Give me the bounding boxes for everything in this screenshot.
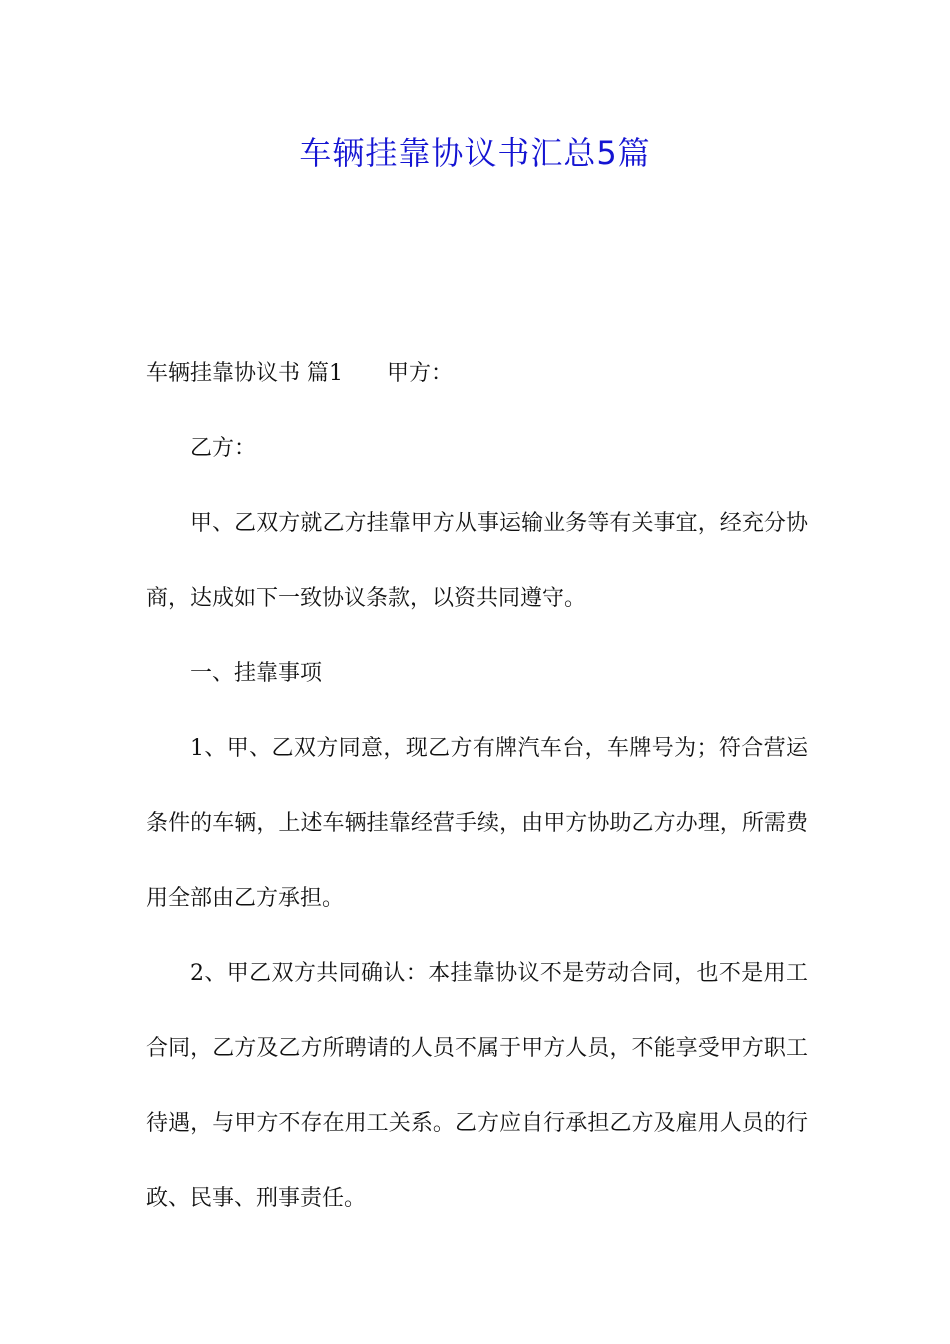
section-heading-line [146,336,808,411]
paragraph-intro: 甲、乙双方就乙方挂靠甲方从事运输业务等有关事宜，经充分协商，达成如下一致协议条款，以资共同遵守。 [146,511,808,611]
section-heading: 车辆挂靠协议书 篇1 [146,361,343,386]
party-a-label: 甲方： [387,361,454,386]
paragraph-clause-2: 2、甲乙双方共同确认：本挂靠协议不是劳动合同，也不是用工合同，乙方及乙方所聘请的人员不属于甲方人员，不能享受甲方职工待遇，与甲方不存在用工关系。乙方应自行承担乙方及雇用人员的行政、民事、刑事责任。 [146,961,808,1211]
document-title: 车辆挂靠协议书汇总5篇 [299,134,651,172]
paragraph-party-b: 乙方： [190,436,257,461]
document-body [146,336,808,1236]
paragraph-heading-1: 一、挂靠事项 [190,661,323,686]
paragraph-clause-1: 1、甲、乙双方同意，现乙方有牌汽车台，车牌号为；符合营运条件的车辆，上述车辆挂靠经营手续，由甲方协助乙方办理，所需费用全部由乙方承担。 [146,736,808,911]
